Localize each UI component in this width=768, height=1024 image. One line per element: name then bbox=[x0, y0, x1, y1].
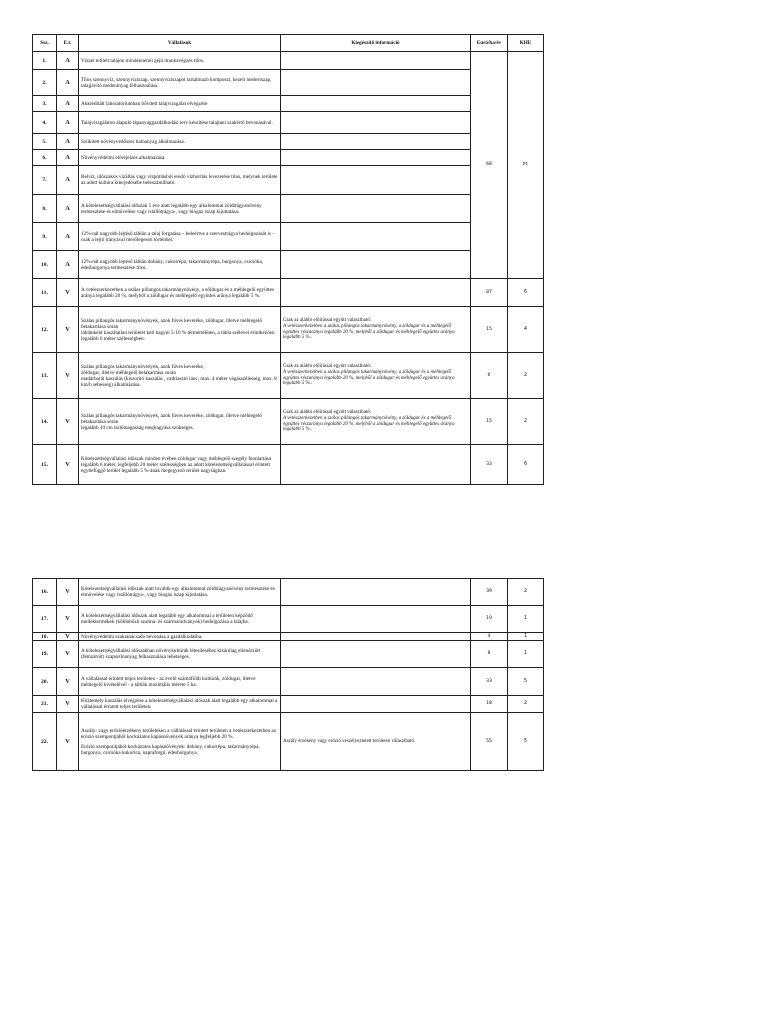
row-commitment: Talajvizsgálaton alapuló tápanyaggazdálkodási terv készítése talajtani szakértő bevonásával. bbox=[79, 112, 281, 134]
row-extra-info bbox=[281, 641, 471, 668]
row-commitment: Belvíz, időszakos vízállás vagy vízpótlásból eredő vízborítás levezetése tilos, melynek területe az adott kultúra kiterjedésébe beleszámítható. bbox=[79, 166, 281, 195]
table-header-row bbox=[33, 35, 544, 52]
row-number: 2. bbox=[33, 70, 57, 96]
row-euro: 55 bbox=[471, 713, 508, 771]
row-euro: 39 bbox=[471, 579, 508, 606]
table-row bbox=[33, 696, 544, 713]
row-type: V bbox=[57, 307, 79, 353]
row-number: 15. bbox=[33, 445, 57, 485]
row-khe: 1 bbox=[508, 633, 544, 641]
table-row bbox=[33, 134, 544, 150]
row-type: V bbox=[57, 279, 79, 307]
table-row bbox=[33, 353, 544, 399]
row-extra-info bbox=[281, 353, 471, 399]
row-commitment: A kötelezettségvállalási időszak 5 éve alatt legalább egy alkalommal zöldtrágyanövény termesztése és elmúvelése vagy istállótrágya-, vagy biogáz iszap kijuttatása. bbox=[79, 195, 281, 223]
table-row bbox=[33, 713, 544, 771]
row-type: V bbox=[57, 713, 79, 771]
table-row bbox=[33, 223, 544, 251]
row-number: 6. bbox=[33, 150, 57, 166]
row-number: 20. bbox=[33, 668, 57, 696]
table-row bbox=[33, 96, 544, 112]
row-extra-info bbox=[281, 668, 471, 696]
commitment-note: Erózió szempontjából kockázatos kapásnövények: dohány, cukorrépa, takarmányrépa, burgonya, csicsóka kukorica, napraforgó, édesburgonya. bbox=[81, 743, 260, 756]
row-type: A bbox=[57, 52, 79, 70]
row-type: A bbox=[57, 150, 79, 166]
row-type: V bbox=[57, 399, 79, 445]
commitments-table-part-2 bbox=[32, 578, 544, 771]
row-commitment: Szálas pillangós takarmánynövények, azok füves keveréke, zöldugar, illetve méhlegelő betakarítása során táblánként kaszálatlan területet kell hagyni 5-10 % térmértékben, a tábla szélével érintkezően legalább 6 méter szélességben. bbox=[79, 307, 281, 353]
row-type: A bbox=[57, 70, 79, 96]
header-et: E.t. bbox=[57, 35, 79, 52]
row-number: 17. bbox=[33, 606, 57, 633]
table-row bbox=[33, 668, 544, 696]
row-extra-info bbox=[281, 279, 471, 307]
table-row bbox=[33, 279, 544, 307]
row-commitment: A kötelezettségvállalási időszak alatt legalább egy alkalommal a területen képződő melléktermékek (kölönböző szalma- és szármaradványok) bedolgozása a talajba. bbox=[79, 606, 281, 633]
row-number: 10. bbox=[33, 251, 57, 279]
row-khe-shared: nr. bbox=[508, 52, 544, 279]
row-commitment: Szűkített növényvédőszer hatóanyag alkalmazása. bbox=[79, 134, 281, 150]
row-number: 22. bbox=[33, 713, 57, 771]
row-extra-info bbox=[281, 307, 471, 353]
row-khe: 1 bbox=[508, 641, 544, 668]
row-extra-info bbox=[281, 633, 471, 641]
row-extra-info bbox=[281, 150, 471, 166]
row-commitment: Szálas pillangós takarmánynövények, azok füves keveréke, zöldugar, illetve méhlegelő betakarítása során madárbarát kaszálás (kiszorító kaszálás , vadriasztó lánc, max. 4 méter vágásszélesség, max. 8 km/h sebesség) alkalmazása. bbox=[79, 353, 281, 399]
commitment-main: Aszály- vagy erózióérzékeny területeken a vállalással érintett területen a vetésszerkezetben az erózió szempontjából kockázatos kapásnövények aránya legfeljebb 20 %. bbox=[81, 727, 277, 740]
row-extra-info bbox=[281, 399, 471, 445]
row-type: V bbox=[57, 353, 79, 399]
table-row bbox=[33, 399, 544, 445]
table-row bbox=[33, 606, 544, 633]
row-type: A bbox=[57, 195, 79, 223]
row-type: V bbox=[57, 696, 79, 713]
row-commitment: Vízzel telített talajon mindennemű gépi munkavégzés tilos. bbox=[79, 52, 281, 70]
row-number: 14. bbox=[33, 399, 57, 445]
row-euro: 33 bbox=[471, 668, 508, 696]
row-extra-info bbox=[281, 445, 471, 485]
row-type: V bbox=[57, 606, 79, 633]
table-row bbox=[33, 166, 544, 195]
row-extra-info bbox=[281, 696, 471, 713]
row-extra-info bbox=[281, 579, 471, 606]
row-extra-info bbox=[281, 112, 471, 134]
table-row bbox=[33, 641, 544, 668]
table-row bbox=[33, 579, 544, 606]
table-row bbox=[33, 445, 544, 485]
row-extra-info bbox=[281, 70, 471, 96]
row-commitment: Tilos szennyvíz, szennyvíziszap, szennyvíziszapot tartalmazó komposzt, kezelt mederiszap, talajjavító mederanyag felhasználása. bbox=[79, 70, 281, 96]
row-number: 9. bbox=[33, 223, 57, 251]
row-khe: 2 bbox=[508, 353, 544, 399]
row-commitment: Növényvédelmi szaktanácsadó bevonása a gazdálkodásba. bbox=[79, 633, 281, 641]
extra-info-condition: Csak az alábbi előírással együtt választható: bbox=[283, 363, 372, 369]
row-euro-shared: 68 bbox=[471, 52, 508, 279]
row-euro: 15 bbox=[471, 399, 508, 445]
row-extra-info bbox=[281, 52, 471, 70]
row-type: V bbox=[57, 579, 79, 606]
row-commitment: A kötelezettségvállalási időszakban növénykultúrák létesítéséhez kizárólag ellenőrzött (fémzárolt) szaporítóanyag felhasználása lehetséges. bbox=[79, 641, 281, 668]
row-khe: 2 bbox=[508, 579, 544, 606]
commitments-table-part-1 bbox=[32, 34, 544, 485]
row-type: A bbox=[57, 134, 79, 150]
row-euro: 6 bbox=[471, 353, 508, 399]
row-number: 1. bbox=[33, 52, 57, 70]
row-extra-info bbox=[281, 223, 471, 251]
row-commitment: Akkreditált laboratóriumban bővített talajvizsgálat elvégzése bbox=[79, 96, 281, 112]
row-khe: 6 bbox=[508, 279, 544, 307]
header-kiegeszito: Kiegészítő információ bbox=[281, 35, 471, 52]
row-khe: 6 bbox=[508, 445, 544, 485]
row-commitment: Kötelezettségvállalási időszak minden évében zöldugar vagy méhlegelő szegély fenntartása legalább 6 méter, legfeljebb 20 méter szélességben az adott kötelezettségvállalással érintett egybefüggő terület legalább 5 %-ának megegyező terület nagyságban. bbox=[79, 445, 281, 485]
table-row bbox=[33, 633, 544, 641]
row-type: V bbox=[57, 641, 79, 668]
header-vallalasok: Vállalások bbox=[79, 35, 281, 52]
table-row bbox=[33, 251, 544, 279]
row-number: 18. bbox=[33, 633, 57, 641]
row-extra-info bbox=[281, 606, 471, 633]
row-commitment: A vetésszerkezetben a szálas pillangós takarmánynövény, a zöldugar és a méhlegelő együttes aránya legalább 20 %, melyből a zöldugar és méhlegelő együttes aránya legalább 5 %. bbox=[79, 279, 281, 307]
row-number: 5. bbox=[33, 134, 57, 150]
row-commitment: Szálas pillangós takarmánynövények, azok füves keveréke, zöldugar, illetve méhlegelő betakarítása során legalább 10 cm tarlómagasság meghagyása szükséges. bbox=[79, 399, 281, 445]
row-khe: 1 bbox=[508, 606, 544, 633]
row-euro: 4 bbox=[471, 633, 508, 641]
table-row bbox=[33, 52, 544, 70]
row-extra-info bbox=[281, 195, 471, 223]
extra-info-condition: Csak az alábbi előírással együtt választható: bbox=[283, 409, 372, 415]
row-type: A bbox=[57, 166, 79, 195]
row-euro: 8 bbox=[471, 641, 508, 668]
row-extra-info bbox=[281, 96, 471, 112]
row-euro: 15 bbox=[471, 307, 508, 353]
row-extra-info bbox=[281, 134, 471, 150]
row-type: A bbox=[57, 112, 79, 134]
row-number: 21. bbox=[33, 696, 57, 713]
table-row bbox=[33, 307, 544, 353]
row-type: V bbox=[57, 633, 79, 641]
row-type: V bbox=[57, 445, 79, 485]
table-row bbox=[33, 150, 544, 166]
row-extra-info: Aszály érzékeny vagy erózió veszélyeztetett területen választható. bbox=[281, 713, 471, 771]
row-extra-info bbox=[281, 251, 471, 279]
row-number: 7. bbox=[33, 166, 57, 195]
row-type: A bbox=[57, 96, 79, 112]
extra-info-detail: A vetésszerkezetben a szálas pillangós takarmánynövény, a zöldugar és a méhlegelő együttes részaránya legalább 20 %, melyből a zöldugar és méhlegelő együttes aránya legalább 5 %.. bbox=[283, 369, 455, 387]
row-euro: 87 bbox=[471, 279, 508, 307]
row-euro: 33 bbox=[471, 445, 508, 485]
row-khe: 2 bbox=[508, 696, 544, 713]
extra-info-condition: Csak az alábbi előírással együtt választható: bbox=[283, 317, 372, 323]
row-extra-info bbox=[281, 166, 471, 195]
row-commitment: Növényvédelmi előrejelzés alkalmazása. bbox=[79, 150, 281, 166]
table-row bbox=[33, 112, 544, 134]
extra-info-detail: A vetésszerkezetben a szálas pillangós takarmánynövény, a zöldugar és a méhlegelő együttes részaránya legalább 20 %, melyből a zöldugar és méhlegelő együttes aránya legalább 5 %.. bbox=[283, 323, 455, 341]
extra-info-detail: A vetésszerkezetben a szálas pillangós takarmánynövény, a zöldugar és a méhlegelő együttes részaránya legalább 20 %, melyből a zöldugar és méhlegelő együttes aránya legalább 5 %.. bbox=[283, 415, 455, 433]
row-number: 8. bbox=[33, 195, 57, 223]
header-khe: KHE bbox=[508, 35, 544, 52]
row-commitment: A vállalással érintett teljes területen - az évelő szántóföldi kultúrák, zöldugar, illetve méhlegelő kivételével - a táblák maximális mérete 5 ha. bbox=[79, 668, 281, 696]
row-euro: 18 bbox=[471, 696, 508, 713]
row-number: 11. bbox=[33, 279, 57, 307]
row-commitment: Kötelezettségvállalási időszak alatt további egy alkalommal zöldtrágyanövény termesztése és elmúvelése vagy istállótrágya-, vagy biogáz iszap kijuttatása. bbox=[79, 579, 281, 606]
row-khe: 5 bbox=[508, 668, 544, 696]
header-sorszam: Ssz. bbox=[33, 35, 57, 52]
row-khe: 5 bbox=[508, 713, 544, 771]
row-commitment: 12%-nál nagyobb lejtésű táblán a talaj forgatása – beleértve a szervestrágya bedolgozását is – csak a lejtő irányával merőlegesen történhet. bbox=[79, 223, 281, 251]
row-commitment: Köztemély kaszálás elvégzése a kötelezettségvállalási időszak alatt legalább egy alkalommal a vállalással érintett teljes területen. bbox=[79, 696, 281, 713]
row-number: 4. bbox=[33, 112, 57, 134]
row-number: 13. bbox=[33, 353, 57, 399]
row-type: A bbox=[57, 223, 79, 251]
row-khe: 2 bbox=[508, 399, 544, 445]
row-khe: 4 bbox=[508, 307, 544, 353]
row-number: 12. bbox=[33, 307, 57, 353]
row-number: 19. bbox=[33, 641, 57, 668]
row-euro: 19 bbox=[471, 606, 508, 633]
row-number: 16. bbox=[33, 579, 57, 606]
table-row bbox=[33, 70, 544, 96]
row-type: A bbox=[57, 251, 79, 279]
row-type: V bbox=[57, 668, 79, 696]
header-euro: Euró/ha/év bbox=[471, 35, 508, 52]
row-commitment: 12%-nál nagyobb lejtésű táblán dohány, cukorrépa, takarmányrépa, burgonya, csicsóka, édesburgonya termesztése tilos. bbox=[79, 251, 281, 279]
row-number: 3. bbox=[33, 96, 57, 112]
table-row bbox=[33, 195, 544, 223]
row-commitment bbox=[79, 713, 281, 771]
